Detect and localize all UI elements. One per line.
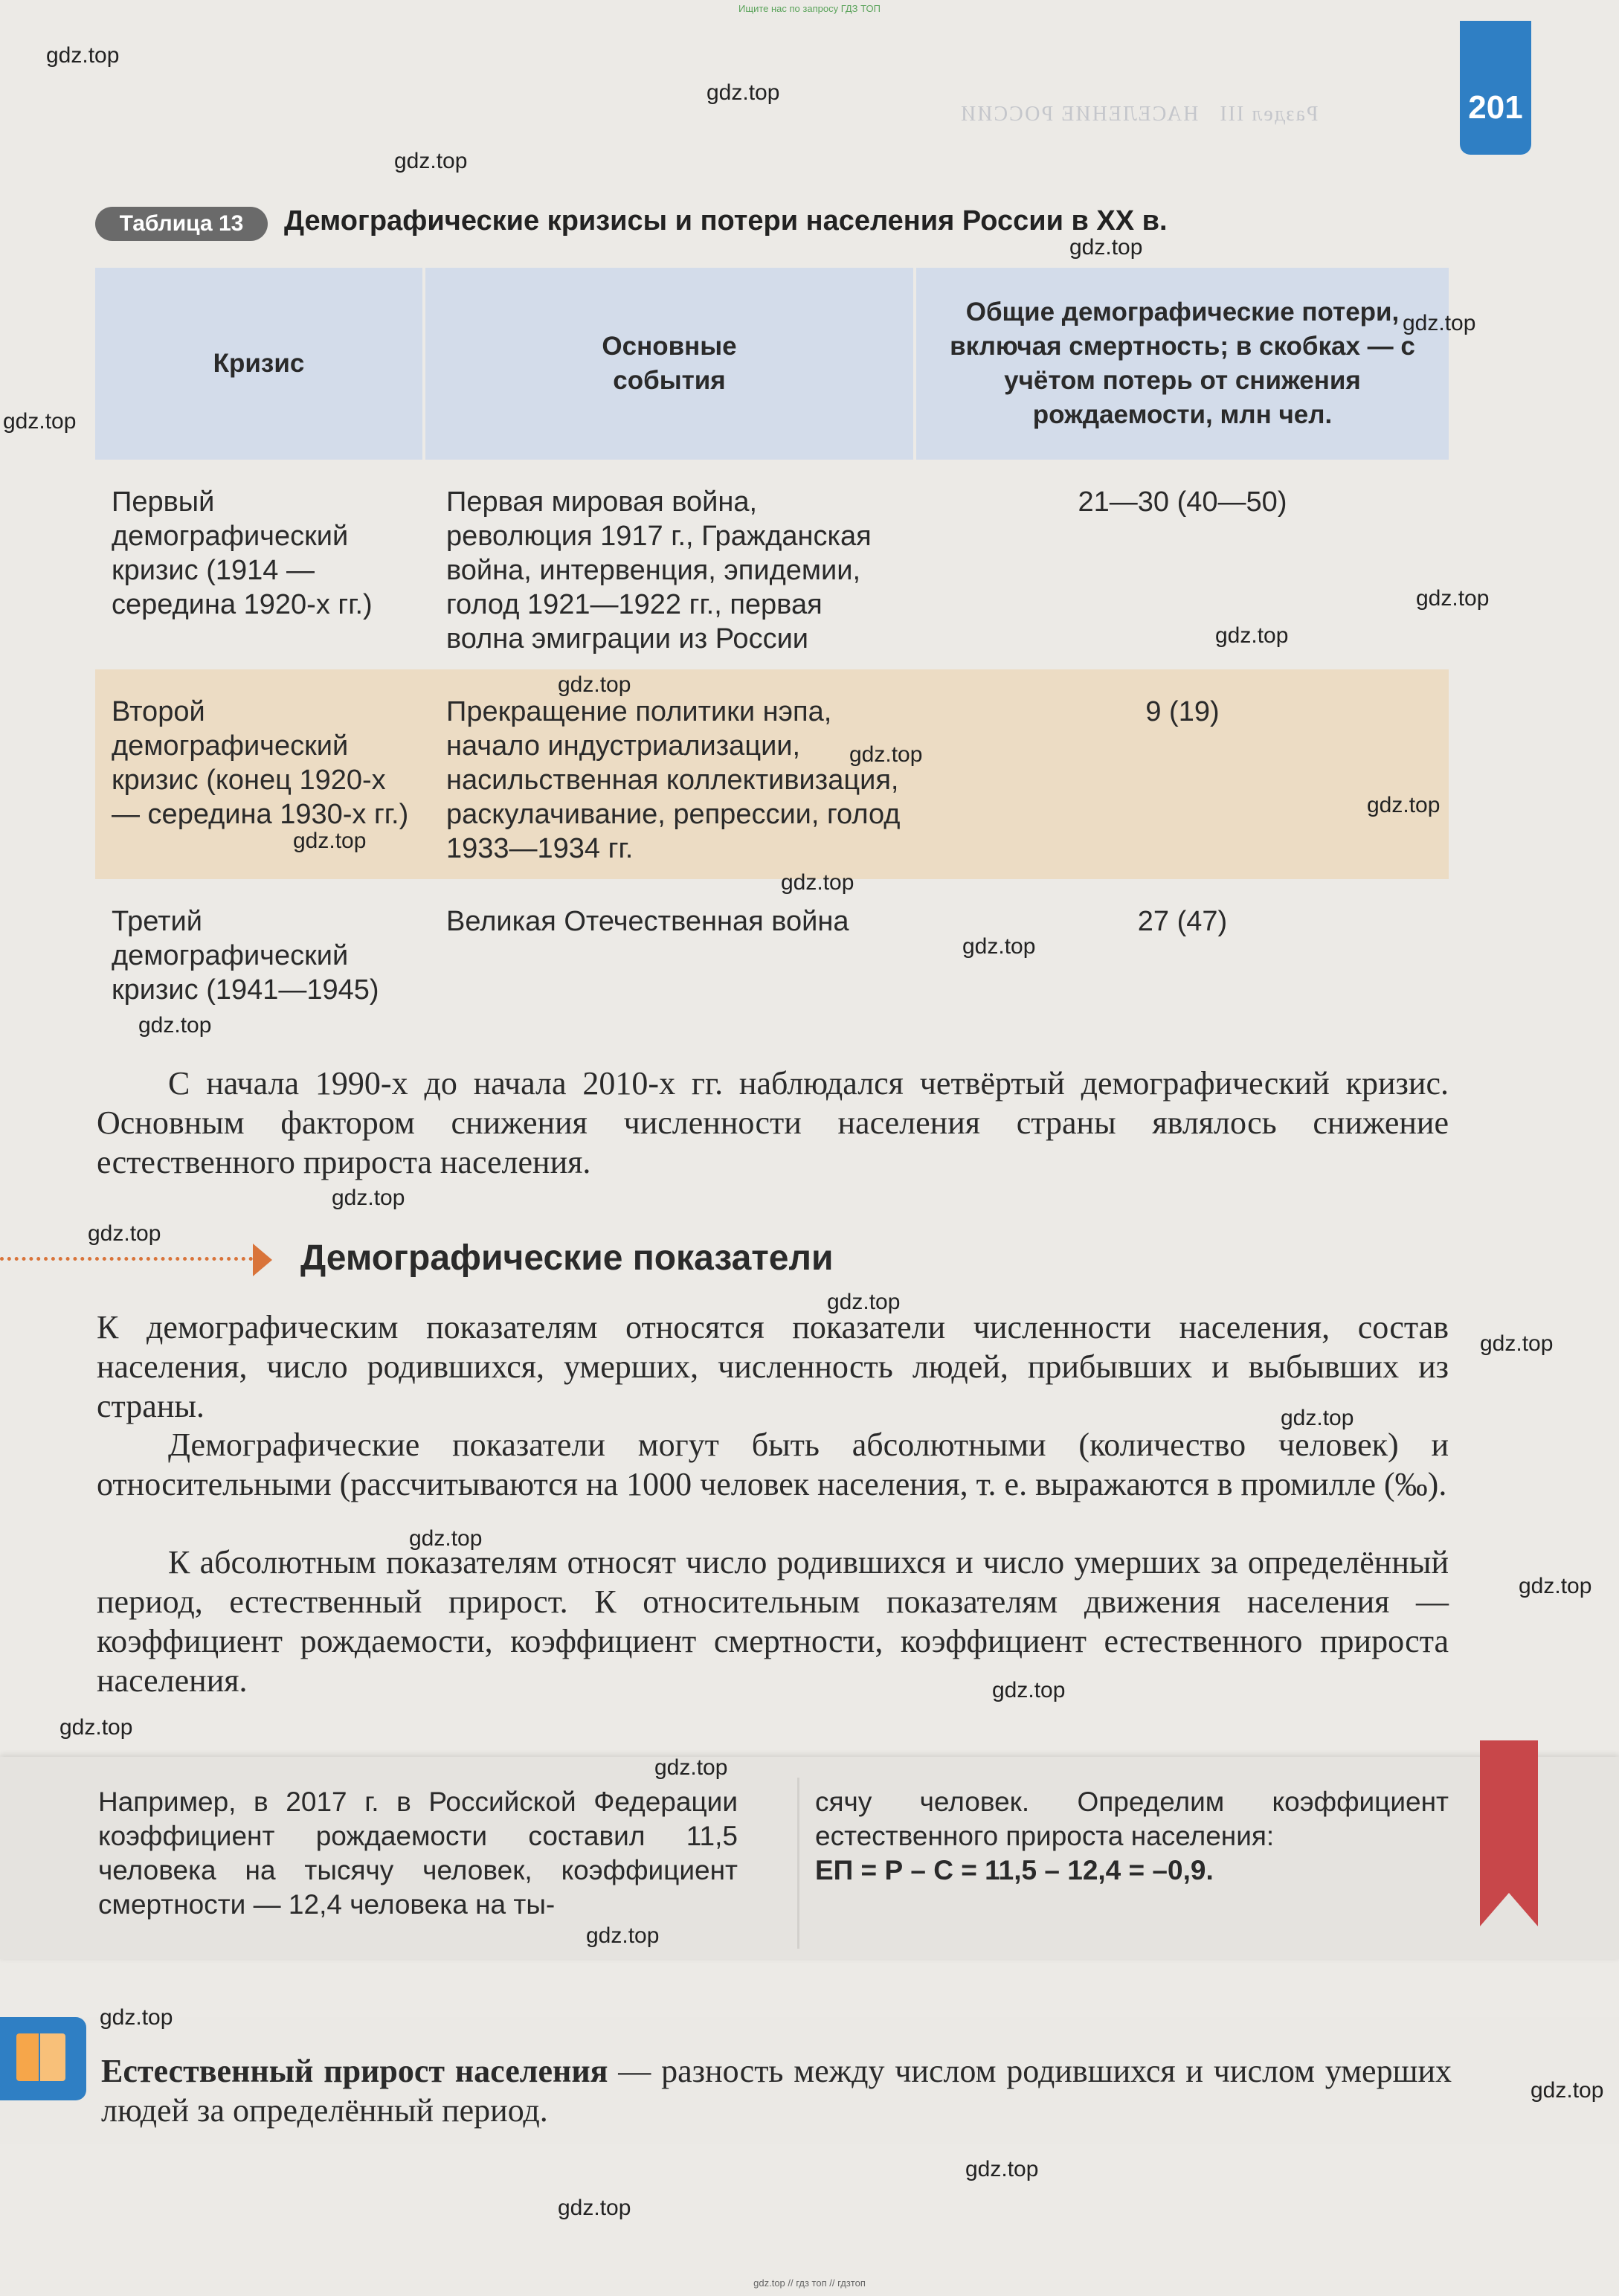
watermark: gdz.top xyxy=(962,934,1036,959)
table-cell-crisis: Третий демографический кризис (1941—1945) xyxy=(112,906,379,1006)
watermark: gdz.top xyxy=(1215,623,1289,648)
watermark: gdz.top xyxy=(992,1678,1066,1702)
watermark: gdz.top xyxy=(1519,1574,1592,1598)
watermark: gdz.top xyxy=(1367,793,1441,817)
top-search-banner[interactable]: Ищите нас по запросу ГДЗ ТОП xyxy=(738,3,881,14)
table-cell-losses: 27 (47) xyxy=(1137,906,1228,937)
watermark: gdz.top xyxy=(706,80,780,105)
watermark: gdz.top xyxy=(409,1526,483,1551)
table-cell-events: Прекращение политики нэпа, начало индустриализации, насильственная коллективизация, раскулачивание, репрессии, голод 1933—1934 гг. xyxy=(446,696,901,864)
watermark: gdz.top xyxy=(88,1221,161,1246)
table-cell-events: Великая Отечественная война xyxy=(446,906,849,937)
watermark: gdz.top xyxy=(558,2196,631,2220)
definition-term: Естественный прирост населения xyxy=(101,2053,608,2089)
watermark: gdz.top xyxy=(654,1755,728,1780)
table-cell-crisis: Первый демографический кризис (1914 — середина 1920-х гг.) xyxy=(112,486,373,620)
table-cell-crisis: Второй демографический кризис (конец 1920-х — середина 1930-х гг.) xyxy=(112,696,409,830)
page-number: 201 xyxy=(1468,89,1523,126)
paragraph-absolute-relative: Демографические показатели могут быть абсолютными (количество человек) и относительными (рассчитываются на 1000 человек населения, т. е. выражаются в промилле (‰). xyxy=(97,1427,1449,1502)
watermark: gdz.top xyxy=(849,742,923,767)
watermark: gdz.top xyxy=(965,2157,1039,2181)
watermark: gdz.top xyxy=(781,870,854,895)
watermark: gdz.top xyxy=(46,43,120,68)
example-divider xyxy=(797,1778,799,1949)
paragraph-examples: К абсолютным показателям относят число родившихся и число умерших за определённый период, естественный прирост. К относительным показателям движения населения — коэффициент рождаемости, коэффициент смертности, коэффициент естественного прироста населения. xyxy=(97,1544,1449,1699)
watermark: gdz.top xyxy=(394,149,468,173)
table-header-crisis: Кризис xyxy=(95,268,422,460)
section-dots xyxy=(0,1257,253,1261)
watermark: gdz.top xyxy=(59,1715,133,1740)
watermark: gdz.top xyxy=(293,829,367,853)
book-icon xyxy=(0,2017,86,2100)
section-arrow-icon xyxy=(253,1244,272,1276)
table-badge: Таблица 13 xyxy=(95,207,268,241)
watermark: gdz.top xyxy=(3,409,77,434)
table-header-events: Основные события xyxy=(425,268,913,460)
watermark: gdz.top xyxy=(586,1923,660,1948)
bottom-note: gdz.top // гдз топ // гдзтоп xyxy=(753,2277,866,2289)
watermark: gdz.top xyxy=(1069,235,1143,260)
table-title: Демографические кризисы и потери населения России в XX в. xyxy=(284,205,1168,237)
watermark: gdz.top xyxy=(1480,1331,1554,1356)
watermark: gdz.top xyxy=(100,2005,173,2030)
table-cell-losses: 9 (19) xyxy=(1145,696,1220,727)
watermark: gdz.top xyxy=(332,1186,405,1210)
table-header-losses: Общие демографические потери, включая смертность; в скобках — с учётом потерь от снижения рождаемости, млн чел. xyxy=(916,268,1449,460)
watermark: gdz.top xyxy=(1416,586,1490,611)
watermark: gdz.top xyxy=(1281,1406,1354,1430)
example-formula: ЕП = Р – С = 11,5 – 12,4 = –0,9. xyxy=(815,1855,1214,1885)
watermark: gdz.top xyxy=(1403,311,1476,335)
section-title: Демографические показатели xyxy=(300,1238,834,1278)
watermark: gdz.top xyxy=(827,1290,901,1314)
watermark: gdz.top xyxy=(138,1013,212,1038)
definition-text xyxy=(101,2051,1452,2130)
table-cell-losses: 21—30 (40—50) xyxy=(1078,486,1287,518)
table-cell-events: Первая мировая война, революция 1917 г., Гражданская война, интервенция, эпидемии, голод 1921—1922 гг., первая волна эмиграции из России xyxy=(446,486,872,655)
definition-body: — разность между числом родившихся и числом умерших людей за определённый период. xyxy=(101,2053,1452,2129)
page-number-tab xyxy=(1460,21,1531,155)
example-right-text: сячу человек. Определим коэффициент естественного прироста населения: xyxy=(815,1787,1449,1851)
watermark: gdz.top xyxy=(1531,2078,1604,2103)
paragraph-indicators: К демографическим показателям относятся показатели численности населения, состав населения, число родившихся, умерших, численность людей, прибывших и выбывших из страны. xyxy=(97,1309,1449,1424)
example-text-right xyxy=(815,1785,1449,1888)
ghost-reverse-page-header: Раздел III НАСЕЛЕНИЕ РОССИИ xyxy=(959,103,1319,126)
example-text-left: Например, в 2017 г. в Российской Федерации коэффициент рождаемости составил 11,5 человека на тысячу человек, коэффициент смертности — 12,4 человека на ты- xyxy=(98,1787,738,1920)
watermark: gdz.top xyxy=(558,672,631,697)
paragraph-fourth-crisis: С начала 1990-х до начала 2010-х гг. наблюдался четвёртый демографический кризис. Основным фактором снижения численности населения страны являлось снижение естественного прироста населения. xyxy=(97,1065,1449,1180)
